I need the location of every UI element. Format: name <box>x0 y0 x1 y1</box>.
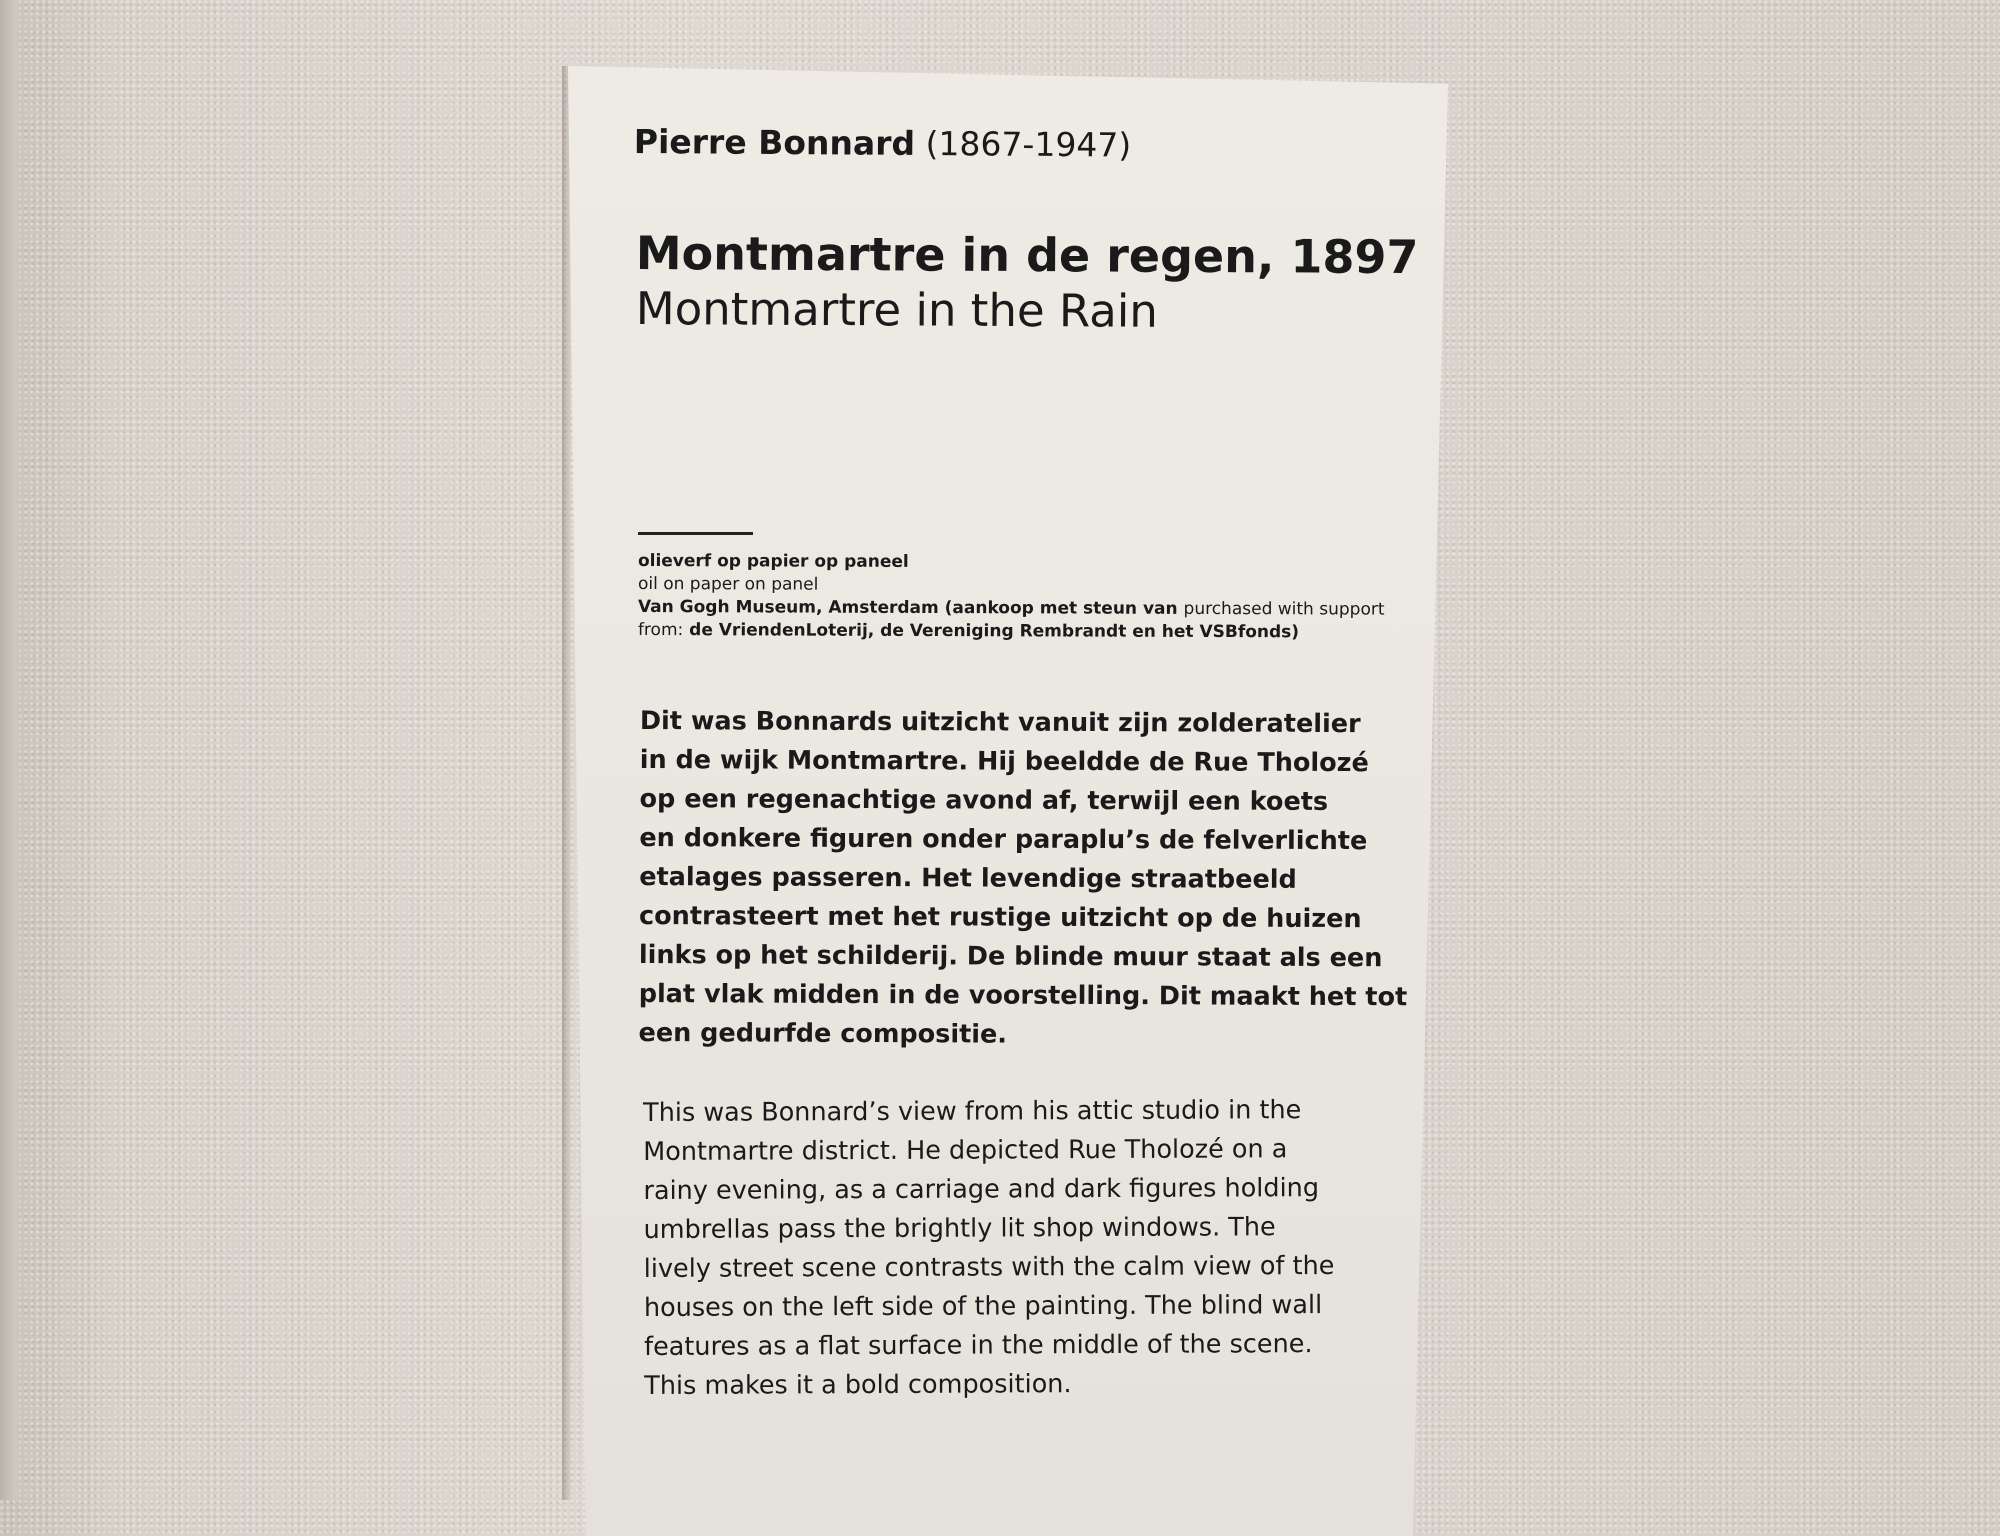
artist-dates: (1867-1947) <box>925 124 1132 165</box>
description-dutch-line: Dit was Bonnards uitzicht vanuit zijn zolderatelier <box>639 705 1361 740</box>
medium-dutch: olieverf op papier op paneel <box>637 551 909 572</box>
description-english-line: This was Bonnard’s view from his attic studio in the <box>643 1095 1302 1128</box>
artist-line <box>634 122 1132 164</box>
credit-line-1-text: Van Gogh Museum, Amsterdam (aankoop met steun van <box>637 597 1178 619</box>
description-english-line: lively street scene contrasts with the calm view of the <box>643 1250 1335 1284</box>
description-dutch-line: een gedurfde compositie. <box>638 1017 1008 1050</box>
description-dutch-line: in de wijk Montmartre. Hij beeldde de Rue Tholozé <box>639 744 1369 779</box>
description-english-line: Montmartre district. He depicted Rue Tholozé on a <box>643 1134 1288 1167</box>
description-english <box>643 1091 1335 1406</box>
description-english-line: houses on the left side of the painting. The blind wall <box>643 1290 1323 1323</box>
label-shadow <box>562 66 572 1500</box>
description-dutch-line: en donkere figuren onder paraplu’s de felverlichte <box>639 822 1368 857</box>
description-dutch-line: op een regenachtige avond af, terwijl een koets <box>639 783 1329 818</box>
description-english-line: This makes it a bold composition. <box>644 1369 1072 1401</box>
artist-name: Pierre Bonnard <box>633 122 916 163</box>
description-dutch <box>638 702 1408 1056</box>
title-english: Montmartre in the Rain <box>635 282 1158 338</box>
description-dutch-line: links op het schilderij. De blinde muur staat als een <box>638 939 1383 974</box>
credit-line-1-support: purchased with support <box>1183 598 1385 620</box>
medium-english: oil on paper on panel <box>637 574 819 595</box>
description-dutch-line: etalages passeren. Het levendige straatbeeld <box>639 861 1297 895</box>
description-english-line: features as a flat surface in the middle of the scene. <box>644 1329 1313 1362</box>
description-english-line: umbrellas pass the brightly lit shop windows. The <box>643 1212 1276 1245</box>
credit-line-2-text: de VriendenLoterij, de Vereniging Rembrandt en het VSBfonds) <box>689 620 1300 643</box>
section-divider <box>638 532 753 535</box>
description-dutch-line: contrasteert met het rustige uitzicht op de huizen <box>639 900 1362 935</box>
description-dutch-line: plat vlak midden in de voorstelling. Dit maakt het tot <box>638 978 1408 1013</box>
description-english-line: rainy evening, as a carriage and dark figures holding <box>643 1173 1320 1206</box>
credit-line-2 <box>638 619 1299 644</box>
wall-edge <box>0 0 22 1500</box>
credit-line-1 <box>638 596 1385 622</box>
title-dutch: Montmartre in de regen, 1897 <box>635 226 1419 285</box>
credit-line-2-from: from: <box>637 620 684 641</box>
